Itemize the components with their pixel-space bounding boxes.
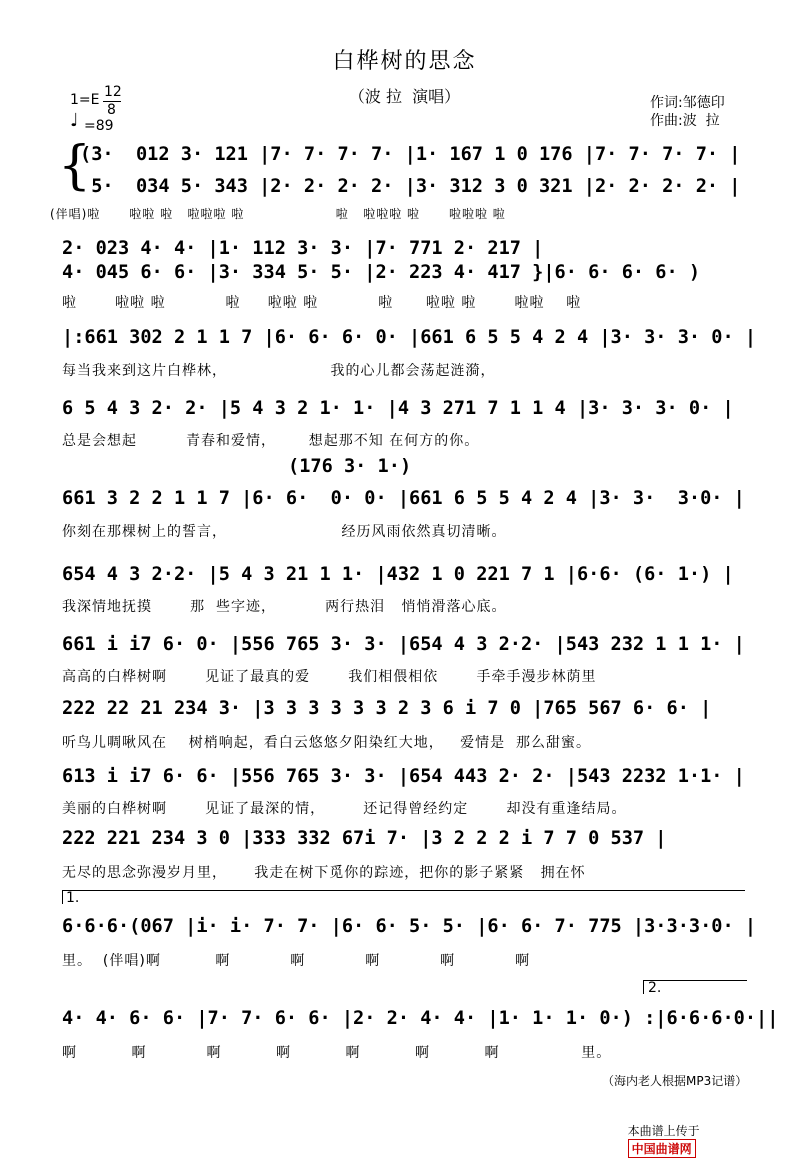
score-row-6: 661 i i7 6· 0· |556 765 3· 3· |654 4 3 2·2· |543 232 1 1 1· |: [62, 634, 745, 655]
page-subtitle: （波 拉 演唱）: [348, 87, 461, 106]
lyric-row-4: 你刻在那棵树上的誓言， 经历风雨依然真切清晰。: [62, 524, 507, 540]
lyric-row-9: 无尽的思念弥漫岁月里， 我走在树下觅你的踪迹，把你的影子紧紧 拥在怀: [62, 865, 586, 881]
lyric-row-8: 美丽的白桦树啊 见证了最深的情， 还记得曾经约定 却没有重逢结局。: [62, 801, 627, 817]
intro-lyric-1: (伴唱)啦 啦啦 啦 啦啦啦 啦 啦 啦啦啦 啦 啦啦啦 啦: [50, 207, 506, 221]
footer-text: 本曲谱上传于: [627, 1124, 700, 1138]
score-row-7: 222 22 21 234 3· |3 3 3 3 3 3 2 3 6 i 7 0 |765 567 6· 6· |: [62, 698, 712, 719]
score-row-5: 654 4 3 2·2· |5 4 3 21 1 1· |432 1 0 221 7 1 |6·6· (6· 1·) |: [62, 564, 734, 585]
key-signature: 1=E: [70, 92, 100, 108]
score-row-11: 4· 4· 6· 6· |7· 7· 6· 6· |2· 2· 4· 4· |1· 1· 1· 0·) :|6·6·6·0·||: [62, 1008, 779, 1029]
volta-bracket-1: [62, 890, 745, 891]
lyricist: 作词:邹德印: [650, 95, 725, 111]
intro-notes-top-1: (3· 012 3· 121 |7· 7· 7· 7· |1· 167 1 0 176 |7· 7· 7· 7· |: [80, 144, 741, 165]
lyric-row-6: 高高的白桦树啊 见证了最真的爱 我们相偎相依 手牵手漫步林荫里: [62, 669, 597, 685]
score-row-8: 613 i i7 6· 6· |556 765 3· 3· |654 443 2· 2· |543 2232 1·1· |: [62, 766, 745, 787]
lyric-row-11: 啊 啊 啊 啊 啊 啊 啊 里。: [62, 1045, 612, 1061]
time-signature-numerator: 12: [104, 84, 122, 100]
footer: [620, 1108, 700, 1158]
transcription-credit: （海内老人根据MP3记谱）: [602, 1074, 748, 1088]
lyric-row-2: 总是会想起 青春和爱情， 想起那不知 在何方的你。: [62, 433, 480, 449]
score-row-10: 6·6·6·(067 |i· i· 7· 7· |6· 6· 5· 5· |6· 6· 7· 775 |3·3·3·0· |: [62, 916, 757, 937]
quarter-note-icon: ♩: [70, 110, 79, 131]
lyric-row-5: 我深情地抚摸 那 些字迹， 两行热泪 悄悄滑落心底。: [62, 599, 507, 615]
score-row-2: 6 5 4 3 2· 2· |5 4 3 2 1· 1· |4 3 271 7 1 1 4 |3· 3· 3· 0· |: [62, 398, 734, 419]
intro-notes-bottom-1: 5· 034 5· 343 |2· 2· 2· 2· |3· 312 3 0 321 |2· 2· 2· 2· |: [80, 176, 741, 197]
score-row-4: 661 3 2 2 1 1 7 |6· 6· 0· 0· |661 6 5 5 4 2 4 |3· 3· 3·0· |: [62, 488, 745, 509]
lyric-row-1: 每当我来到这片白桦林， 我的心儿都会荡起涟漪，: [62, 363, 496, 379]
lyric-row-7: 听鸟儿啁啾风在 树梢响起，看白云悠悠夕阳染红大地， 爱情是 那么甜蜜。: [62, 735, 592, 751]
page-title: 白桦树的思念: [332, 49, 477, 74]
site-logo[interactable]: 中国曲谱网: [628, 1139, 696, 1158]
intro-lyric-2: 啦 啦啦 啦 啦 啦啦 啦 啦 啦啦 啦 啦啦 啦: [62, 295, 582, 311]
volta-bracket-1-left: [62, 890, 63, 904]
composer: 作曲:波 拉: [650, 113, 720, 129]
intro-notes-bottom-2: 4· 045 6· 6· |3· 334 5· 5· |2· 223 4· 417 }|6· 6· 6· 6· ): [62, 262, 701, 283]
score-row-1: |:661 302 2 1 1 7 |6· 6· 6· 0· |661 6 5 5 4 2 4 |3· 3· 3· 0· |: [62, 327, 757, 348]
volta-bracket-2-left: [643, 980, 644, 994]
score-row-3-ossia: (176 3· 1·): [288, 456, 412, 477]
volta-label-2: 2.: [648, 980, 662, 996]
time-signature-denominator: 8: [107, 102, 116, 118]
volta-label-1: 1.: [66, 890, 80, 906]
lyric-row-10: 里。 (伴唱)啊 啊 啊 啊 啊 啊: [62, 953, 531, 969]
staff-brace: {: [58, 136, 92, 196]
score-row-9: 222 221 234 3 0 |333 332 67i 7· |3 2 2 2 i 7 7 0 537 |: [62, 828, 667, 849]
intro-notes-top-2: 2· 023 4· 4· |1· 112 3· 3· |7· 771 2· 217 |: [62, 238, 544, 259]
tempo-marking: =89: [84, 118, 114, 134]
